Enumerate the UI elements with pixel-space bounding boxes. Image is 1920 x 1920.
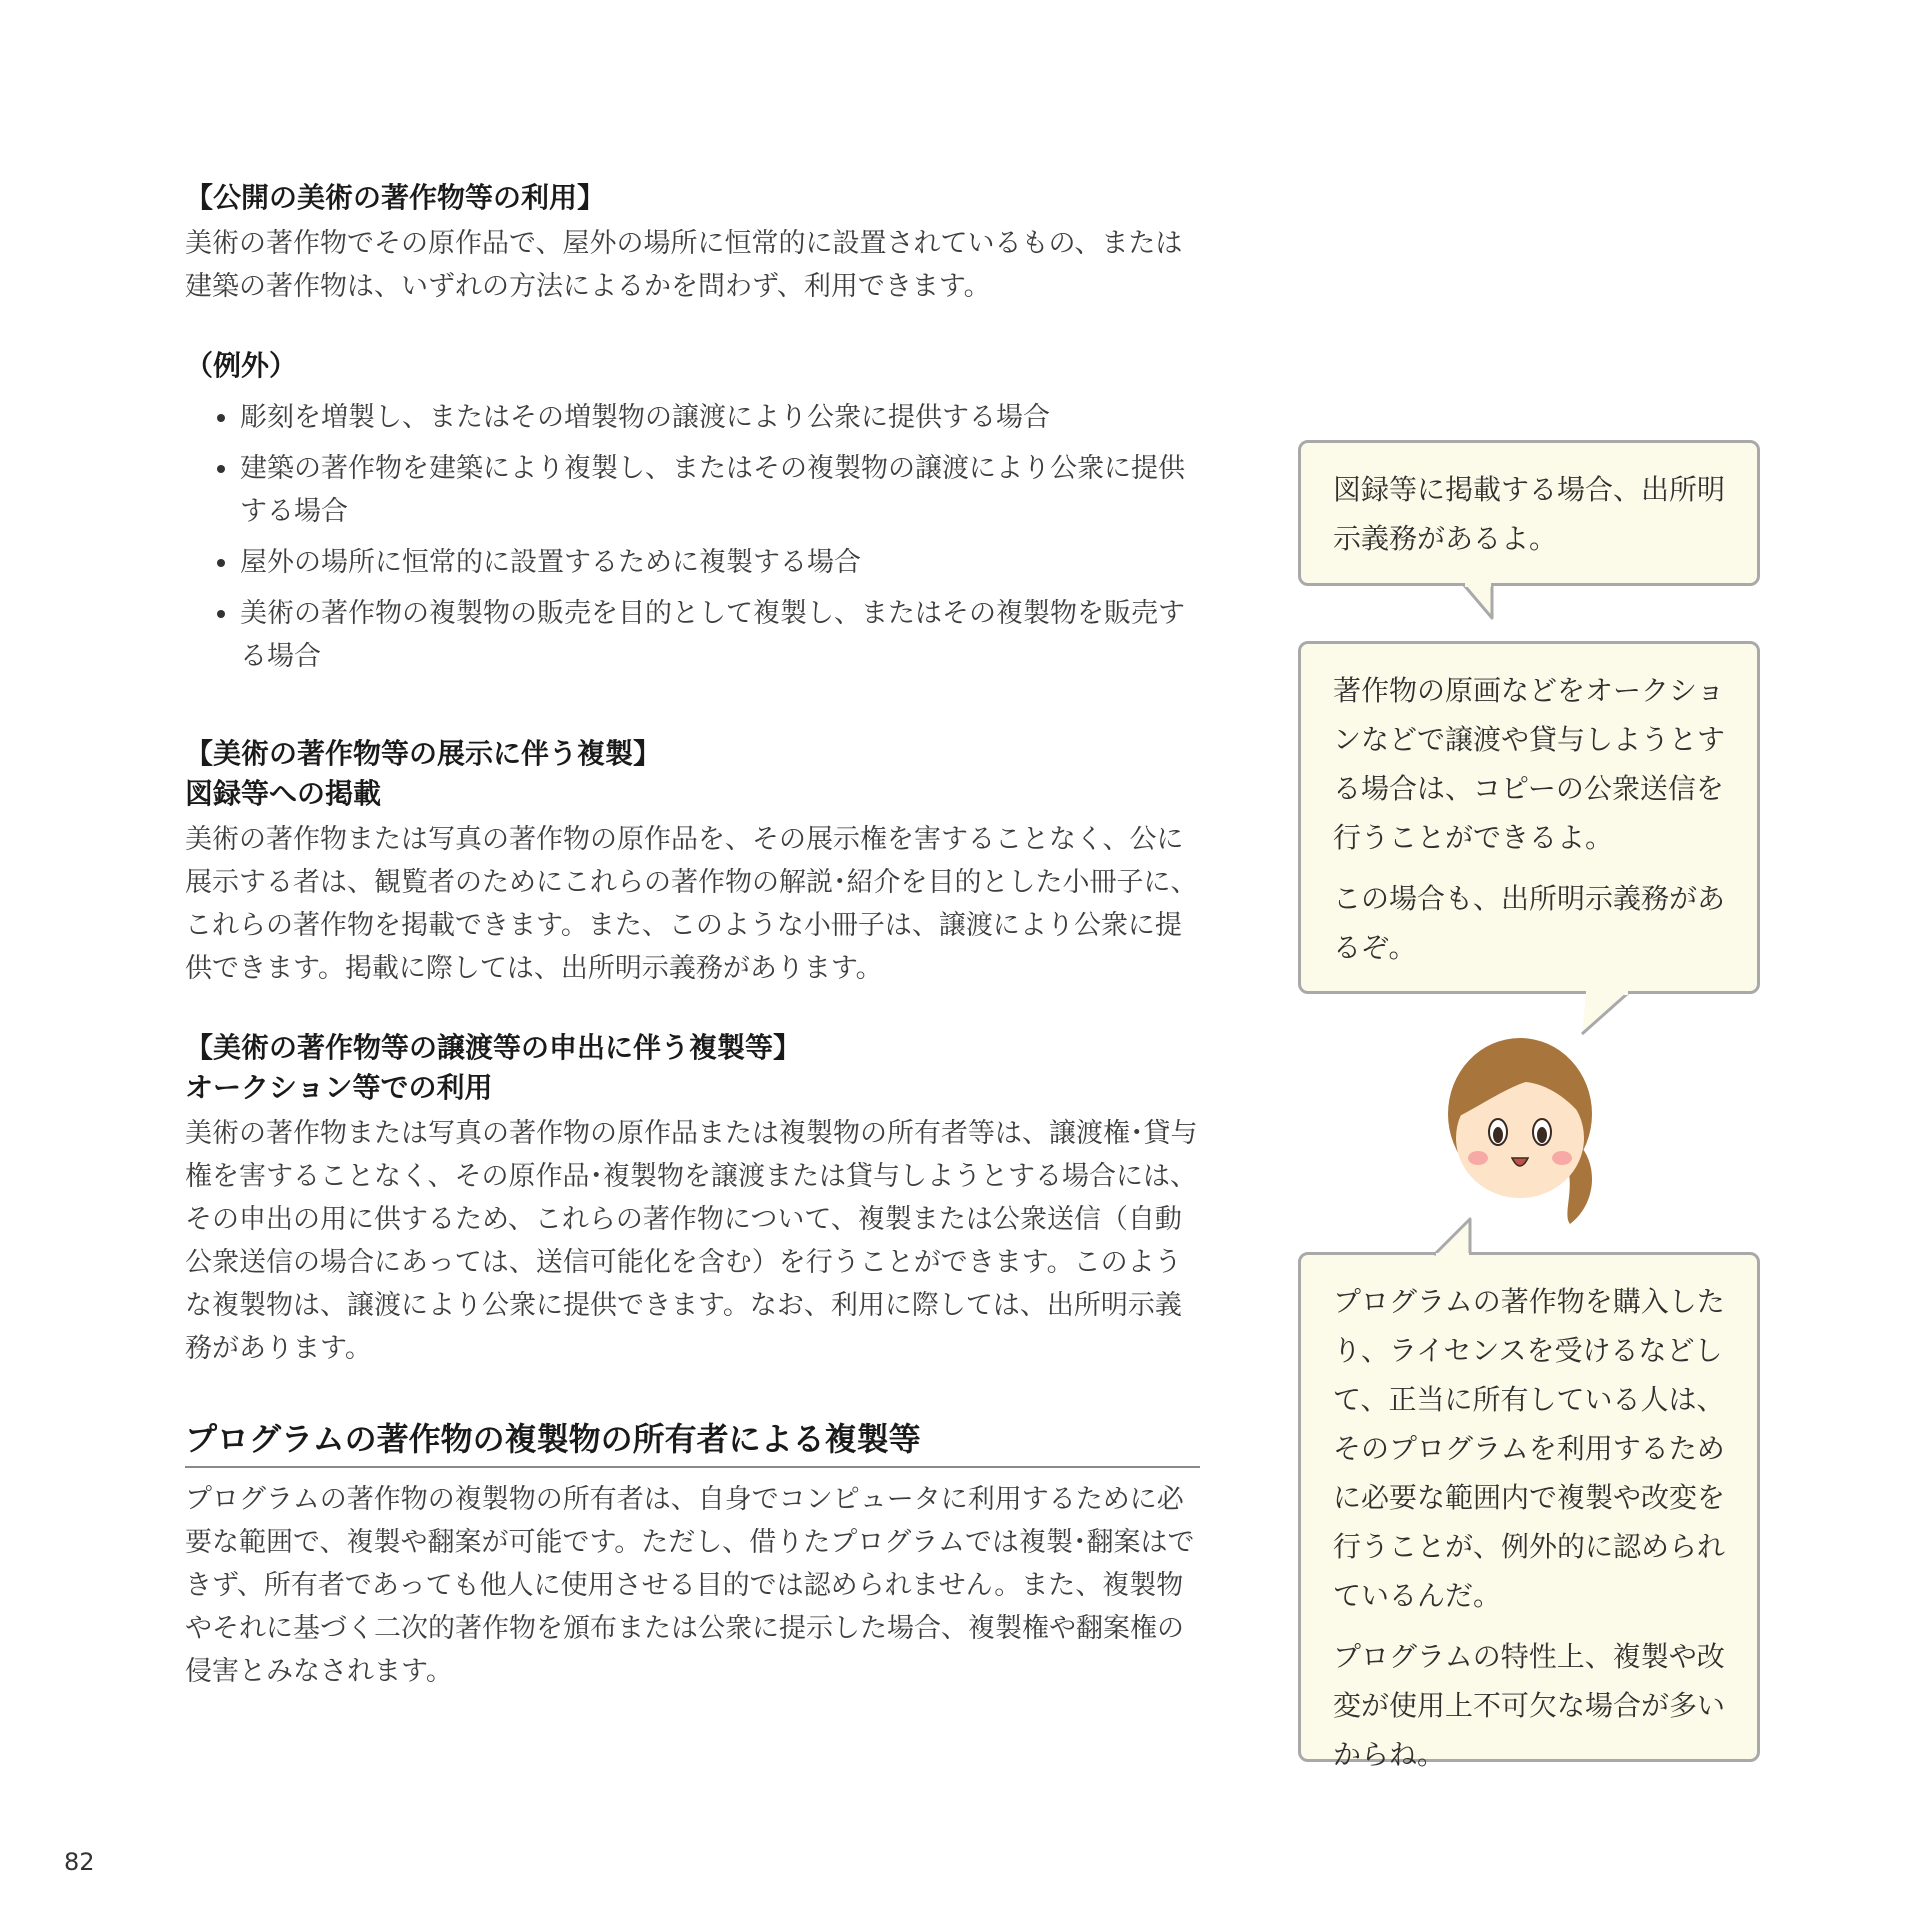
list-item: 屋外の場所に恒常的に設置するために複製する場合 <box>185 541 1200 584</box>
bubble-tail-icon <box>1462 582 1506 622</box>
section-title: 【公開の美術の著作物等の利用】 <box>185 181 606 214</box>
bubble-text: プログラムの著作物を購入したり、ライセンスを受けるなどして、正当に所有している人は、そのプログラムを利用するために必要な範囲内で複製や改変を行うことが、例外的に認められているんだ。 <box>1333 1285 1726 1612</box>
section-body: 美術の著作物でその原作品で、屋外の場所に恒常的に設置されているもの、または建築の著作物は、いずれの方法によるかを問わず、利用できます。 <box>185 228 1183 302</box>
section-subtitle: 図録等への掲載 <box>185 777 382 810</box>
girl-avatar <box>1430 1028 1610 1238</box>
section-heading: プログラムの著作物の複製物の所有者による複製等 <box>185 1416 1200 1468</box>
bubble-text: プログラムの特性上、複製や改変が使用上不可欠な場合が多いからね。 <box>1333 1640 1726 1771</box>
bubble-text: 図録等に掲載する場合、出所明示義務があるよ。 <box>1333 473 1726 555</box>
speech-bubble-2 <box>1298 641 1760 994</box>
exceptions-title: （例外） <box>185 349 298 382</box>
list-item: 美術の著作物の複製物の販売を目的として複製し、またはその複製物を販売する場合 <box>185 592 1200 678</box>
list-item: 建築の著作物を建築により複製し、またはその複製物の譲渡により公衆に提供する場合 <box>185 447 1200 533</box>
section-body: プログラムの著作物の複製物の所有者は、自身でコンピュータに利用するために必要な範囲で、複製や翻案が可能です。ただし、借りたプログラムでは複製･翻案はできず、所有者であっても他人に使用させる目的では認められません。また、複製物やそれに基づく二次的著作物を頒布または公衆に提示した場合、複製権や翻案権の侵害とみなされます。 <box>185 1484 1195 1687</box>
speech-bubble-1 <box>1298 440 1760 586</box>
bubble-text: この場合も、出所明示義務があるぞ。 <box>1333 882 1726 964</box>
section-subtitle: オークション等での利用 <box>185 1071 493 1104</box>
section-exceptions <box>185 346 1200 678</box>
section-auction <box>185 1028 1200 1370</box>
exceptions-list <box>185 396 1200 678</box>
main-column <box>185 178 1200 1693</box>
section-title: 【美術の著作物等の展示に伴う複製】 <box>185 737 662 770</box>
section-title: 【美術の著作物等の譲渡等の申出に伴う複製等】 <box>185 1031 802 1064</box>
section-exhibition <box>185 734 1200 990</box>
speech-bubble-3 <box>1298 1252 1760 1771</box>
section-body: 美術の著作物または写真の著作物の原作品または複製物の所有者等は、譲渡権･貸与権を害することなく、その原作品･複製物を譲渡または貸与しようとする場合には、その申出の用に供するため、これらの著作物について、複製または公衆送信（自動公衆送信の場合にあっては、送信可能化を含む）を行うことができます。このような複製物は、譲渡により公衆に提供できます。なお、利用に際しては、出所明示義務があります。 <box>185 1118 1198 1364</box>
bubble-tail-icon <box>1428 1216 1484 1258</box>
bubble-text: 著作物の原画などをオークションなどで譲渡や貸与しようとする場合は、コピーの公衆送信を行うことができるよ。 <box>1333 674 1726 854</box>
section-program <box>185 1416 1200 1693</box>
page-number: 82 <box>64 1848 95 1876</box>
section-body: 美術の著作物または写真の著作物の原作品を、その展示権を害することなく、公に展示する者は、観覧者のためにこれらの著作物の解説･紹介を目的とした小冊子に、これらの著作物を掲載できます。また、このような小冊子は、譲渡により公衆に提供できます。掲載に際しては、出所明示義務があります。 <box>185 824 1198 984</box>
list-item: 彫刻を増製し、またはその増製物の譲渡により公衆に提供する場合 <box>185 396 1200 439</box>
section-public-art <box>185 178 1200 308</box>
